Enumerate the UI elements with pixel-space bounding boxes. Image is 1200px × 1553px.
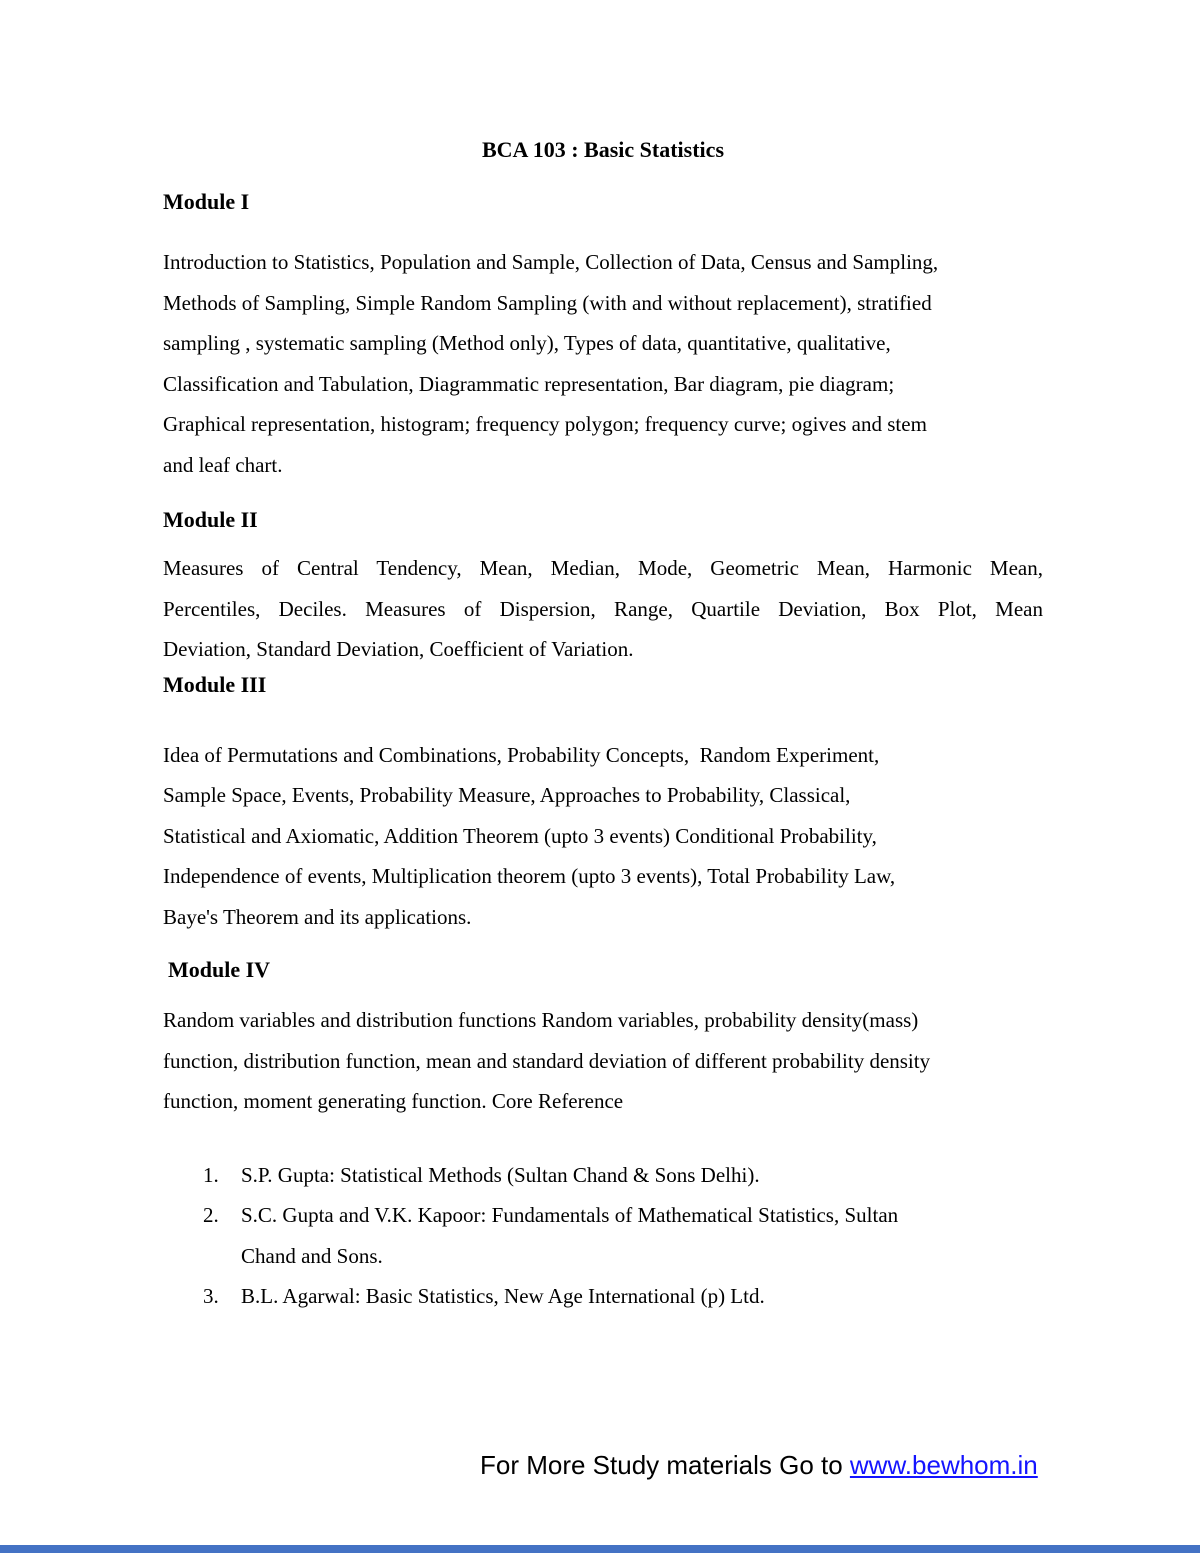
- text-line: sampling , systematic sampling (Method only), Types of data, quantitative, qualitative,: [163, 331, 891, 355]
- module-4-paragraph: [163, 1000, 1043, 1122]
- text-line: S.P. Gupta: Statistical Methods (Sultan Chand & Sons Delhi).: [241, 1162, 760, 1187]
- text-line: Chand and Sons.: [241, 1243, 383, 1268]
- text-line: Introduction to Statistics, Population and Sample, Collection of Data, Census and Sampling,: [163, 250, 939, 274]
- text-line: function, moment generating function. Core Reference: [163, 1089, 624, 1113]
- text-line: Graphical representation, histogram; frequency polygon; frequency curve; ogives and stem: [163, 412, 927, 436]
- list-item-text: [241, 1155, 760, 1196]
- text-line: Independence of events, Multiplication theorem (upto 3 events), Total Probability Law,: [163, 864, 896, 888]
- text-line: Statistical and Axiomatic, Addition Theorem (upto 3 events) Conditional Probability,: [163, 823, 877, 848]
- module-3-paragraph: [163, 735, 1043, 938]
- text-line: Methods of Sampling, Simple Random Sampling (with and without replacement), stratified: [163, 290, 932, 315]
- list-item-text: [241, 1276, 765, 1317]
- list-item-number: 1.: [203, 1162, 219, 1187]
- footer-text: For More Study materials Go to: [480, 1450, 850, 1480]
- text-line: Idea of Permutations and Combinations, Probability Concepts, Random Experiment,: [163, 742, 880, 767]
- list-item: [163, 1195, 1043, 1276]
- text-line: B.L. Agarwal: Basic Statistics, New Age International (p) Ltd.: [241, 1284, 765, 1308]
- text-line: Classification and Tabulation, Diagrammatic representation, Bar diagram, pie diagram;: [163, 371, 895, 396]
- list-item: [163, 1155, 1043, 1196]
- text-line: Random variables and distribution functions Random variables, probability density(mass): [163, 1008, 919, 1032]
- text-line: Measures of Central Tendency, Mean, Median, Mode, Geometric Mean, Harmonic Mean,: [163, 556, 1043, 580]
- list-item: [163, 1276, 1043, 1317]
- module-2-heading: Module II: [163, 507, 258, 532]
- text-line: Baye's Theorem and its applications.: [163, 904, 472, 929]
- footer-link[interactable]: www.bewhom.in: [849, 1450, 1038, 1480]
- reference-list: [163, 1155, 1043, 1317]
- text-line: function, distribution function, mean and standard deviation of different probability density: [163, 1048, 931, 1073]
- module-4-heading: Module IV: [168, 957, 271, 982]
- page-title: BCA 103 : Basic Statistics: [482, 137, 724, 162]
- text-line: Percentiles, Deciles. Measures of Dispersion, Range, Quartile Deviation, Box Plot, Mean: [163, 596, 1043, 621]
- bottom-accent-bar: [0, 1545, 1200, 1553]
- list-item-number: 2.: [203, 1203, 219, 1227]
- text-line: and leaf chart.: [163, 452, 283, 477]
- document-content: [163, 135, 1043, 1317]
- module-2-paragraph: [163, 548, 1043, 670]
- text-line: S.C. Gupta and V.K. Kapoor: Fundamentals of Mathematical Statistics, Sultan: [241, 1203, 899, 1227]
- module-1-paragraph: [163, 242, 1043, 485]
- list-item-number: 3.: [203, 1284, 219, 1308]
- text-line: Sample Space, Events, Probability Measure, Approaches to Probability, Classical,: [163, 783, 851, 807]
- footer: [480, 1448, 1038, 1482]
- module-3-heading: Module III: [163, 671, 267, 697]
- list-item-text: [241, 1195, 898, 1276]
- module-1-heading: Module I: [163, 189, 250, 214]
- text-line: Deviation, Standard Deviation, Coefficient of Variation.: [163, 637, 634, 661]
